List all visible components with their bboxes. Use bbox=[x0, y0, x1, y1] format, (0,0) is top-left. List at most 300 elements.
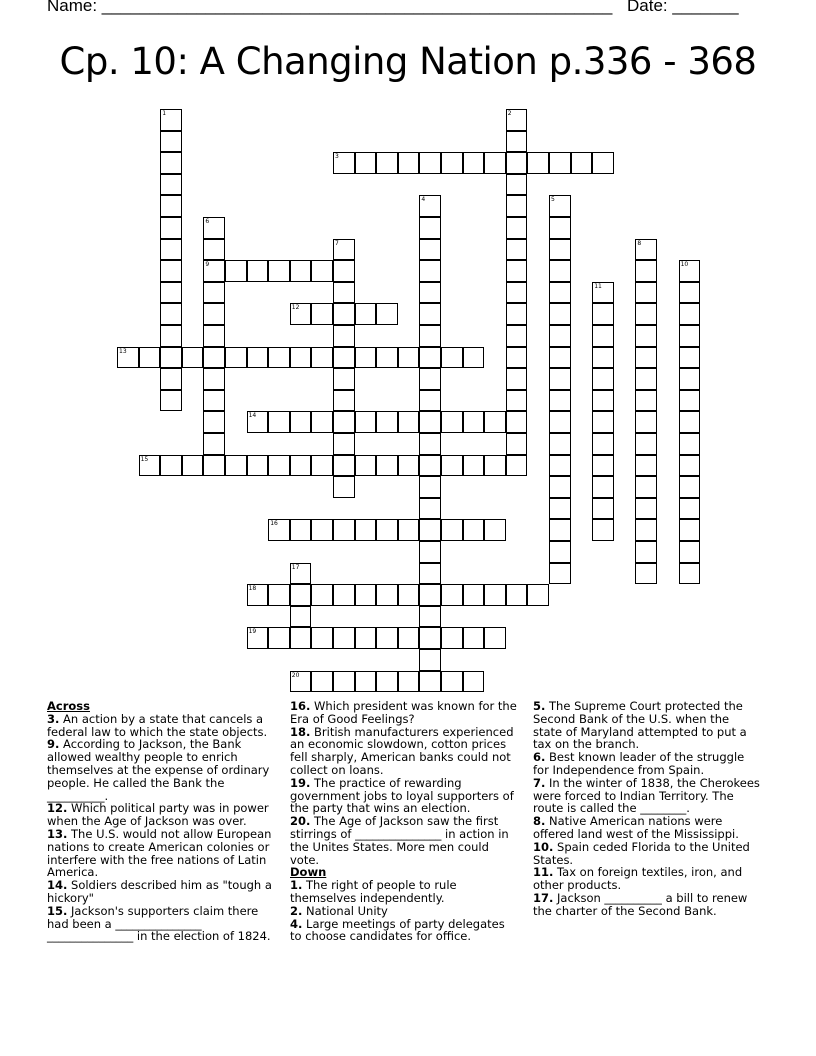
crossword-cell[interactable] bbox=[290, 519, 312, 541]
crossword-cell[interactable] bbox=[311, 260, 333, 282]
crossword-cell[interactable] bbox=[355, 152, 377, 174]
crossword-cell[interactable] bbox=[160, 217, 182, 239]
crossword-cell[interactable] bbox=[333, 152, 355, 174]
crossword-cell[interactable] bbox=[592, 476, 614, 498]
crossword-cell[interactable] bbox=[160, 174, 182, 196]
crossword-cell[interactable] bbox=[506, 411, 528, 433]
crossword-cell[interactable] bbox=[311, 584, 333, 606]
crossword-cell[interactable] bbox=[311, 303, 333, 325]
crossword-cell[interactable] bbox=[268, 260, 290, 282]
crossword-cell[interactable] bbox=[484, 627, 506, 649]
crossword-cell[interactable] bbox=[419, 455, 441, 477]
crossword-cell[interactable] bbox=[419, 476, 441, 498]
crossword-cell[interactable] bbox=[549, 368, 571, 390]
crossword-cell[interactable] bbox=[679, 303, 701, 325]
clue-item-number: 1. bbox=[290, 878, 303, 893]
clue-item bbox=[533, 892, 761, 918]
crossword-cell[interactable] bbox=[506, 282, 528, 304]
crossword-cell[interactable] bbox=[441, 347, 463, 369]
crossword-cell[interactable] bbox=[203, 347, 225, 369]
crossword-cell[interactable] bbox=[484, 519, 506, 541]
crossword-cell[interactable] bbox=[506, 217, 528, 239]
crossword-cell[interactable] bbox=[398, 627, 420, 649]
crossword-cell[interactable] bbox=[679, 282, 701, 304]
crossword-cell[interactable] bbox=[549, 152, 571, 174]
crossword-cell[interactable] bbox=[635, 455, 657, 477]
crossword-cell[interactable] bbox=[679, 563, 701, 585]
crossword-cell[interactable] bbox=[268, 455, 290, 477]
crossword-cell[interactable] bbox=[268, 627, 290, 649]
crossword-cell[interactable] bbox=[333, 325, 355, 347]
crossword-cell[interactable] bbox=[441, 152, 463, 174]
crossword-cell[interactable] bbox=[355, 455, 377, 477]
crossword-cell[interactable] bbox=[419, 563, 441, 585]
crossword-cell[interactable] bbox=[268, 411, 290, 433]
crossword-cell[interactable] bbox=[463, 411, 485, 433]
clue-item-text: The U.S. would not allow European nations to create American colonies or interfere with the free nations of Latin America. bbox=[47, 826, 272, 880]
crossword-cell[interactable] bbox=[549, 347, 571, 369]
date-field-label: Date: _______ bbox=[627, 0, 739, 15]
crossword-cell[interactable] bbox=[549, 563, 571, 585]
crossword-cell[interactable] bbox=[290, 606, 312, 628]
crossword-cell[interactable] bbox=[376, 303, 398, 325]
clue-item-text: Tax on foreign textiles, iron, and other products. bbox=[533, 865, 743, 893]
crossword-cell[interactable] bbox=[311, 519, 333, 541]
crossword-cell[interactable] bbox=[247, 411, 269, 433]
clue-item-text: The Age of Jackson saw the first stirrings of _______________ in action in the Unites States. More men could vote. bbox=[290, 814, 509, 867]
clue-item bbox=[290, 918, 518, 944]
crossword-cell[interactable] bbox=[419, 411, 441, 433]
clue-number: 4 bbox=[421, 196, 426, 204]
crossword-cell[interactable] bbox=[635, 519, 657, 541]
crossword-cell[interactable] bbox=[160, 455, 182, 477]
crossword-cell[interactable] bbox=[441, 671, 463, 693]
clue-item-number: 2. bbox=[290, 903, 303, 918]
crossword-cell[interactable] bbox=[592, 519, 614, 541]
crossword-cell[interactable] bbox=[203, 411, 225, 433]
crossword-cell[interactable] bbox=[592, 433, 614, 455]
clue-item bbox=[290, 700, 518, 726]
crossword-cell[interactable] bbox=[635, 347, 657, 369]
crossword-cell[interactable] bbox=[419, 347, 441, 369]
crossword-cell[interactable] bbox=[333, 671, 355, 693]
crossword-cell[interactable] bbox=[160, 282, 182, 304]
crossword-cell[interactable] bbox=[484, 152, 506, 174]
crossword-cell[interactable] bbox=[506, 390, 528, 412]
crossword-cell[interactable] bbox=[549, 260, 571, 282]
clue-number: 6 bbox=[205, 218, 210, 225]
crossword-cell[interactable] bbox=[635, 260, 657, 282]
crossword-cell[interactable] bbox=[419, 260, 441, 282]
crossword-cell[interactable] bbox=[419, 541, 441, 563]
crossword-cell[interactable] bbox=[635, 390, 657, 412]
crossword-cell[interactable] bbox=[549, 498, 571, 520]
crossword-cell[interactable] bbox=[376, 671, 398, 693]
crossword-cell[interactable] bbox=[398, 411, 420, 433]
clue-number: 17 bbox=[291, 563, 300, 571]
clue-item bbox=[533, 815, 761, 841]
clue-item bbox=[290, 815, 518, 866]
crossword-cell[interactable] bbox=[419, 606, 441, 628]
clue-item-text: The Supreme Court protected the Second Bank of the U.S. when the state of Maryland attempted to put a tax on the branch. bbox=[533, 699, 747, 752]
crossword-cell[interactable] bbox=[333, 584, 355, 606]
crossword-cell[interactable] bbox=[376, 584, 398, 606]
crossword-cell[interactable] bbox=[290, 303, 312, 325]
crossword-cell[interactable] bbox=[679, 390, 701, 412]
clue-column-1 bbox=[47, 700, 273, 943]
crossword-cell[interactable] bbox=[571, 152, 593, 174]
crossword-cell[interactable] bbox=[506, 239, 528, 261]
crossword-cell[interactable] bbox=[506, 195, 528, 217]
crossword-cell[interactable] bbox=[549, 541, 571, 563]
crossword-cell[interactable] bbox=[441, 455, 463, 477]
crossword-cell[interactable] bbox=[333, 627, 355, 649]
crossword-cell[interactable] bbox=[549, 433, 571, 455]
crossword-cell[interactable] bbox=[635, 411, 657, 433]
clue-item-text: The right of people to rule themselves independently. bbox=[290, 878, 457, 905]
clue-number: 9 bbox=[205, 261, 210, 269]
crossword-cell[interactable] bbox=[506, 347, 528, 369]
crossword-cell[interactable] bbox=[376, 347, 398, 369]
crossword-cell[interactable] bbox=[635, 563, 657, 585]
clue-item-text: According to Jackson, the Bank allowed wealthy people to enrich themselves at the expense of ordinary people. He called the Bank the __________. bbox=[47, 737, 270, 803]
clue-item-number: 16. bbox=[290, 699, 311, 713]
crossword-cell[interactable] bbox=[225, 260, 247, 282]
clue-item bbox=[47, 738, 273, 802]
crossword-cell[interactable] bbox=[506, 109, 528, 131]
crossword-cell[interactable] bbox=[506, 152, 528, 174]
crossword-cell[interactable] bbox=[549, 195, 571, 217]
clue-number: 19 bbox=[248, 628, 257, 636]
crossword-cell[interactable] bbox=[419, 152, 441, 174]
crossword-cell[interactable] bbox=[311, 455, 333, 477]
crossword-cell[interactable] bbox=[679, 260, 701, 282]
crossword-cell[interactable] bbox=[203, 433, 225, 455]
crossword-cell[interactable] bbox=[506, 584, 528, 606]
crossword-cell[interactable] bbox=[441, 411, 463, 433]
clue-item-number: 13. bbox=[47, 826, 68, 841]
crossword-cell[interactable] bbox=[333, 519, 355, 541]
crossword-cell[interactable] bbox=[182, 347, 204, 369]
crossword-cell[interactable] bbox=[290, 627, 312, 649]
crossword-cell[interactable] bbox=[419, 282, 441, 304]
clue-item-number: 11. bbox=[533, 865, 554, 880]
crossword-cell[interactable] bbox=[635, 368, 657, 390]
crossword-cell[interactable] bbox=[549, 455, 571, 477]
crossword-cell[interactable] bbox=[679, 519, 701, 541]
crossword-cell[interactable] bbox=[463, 627, 485, 649]
clue-item bbox=[47, 828, 273, 879]
crossword-cell[interactable] bbox=[592, 325, 614, 347]
clue-number: 5 bbox=[551, 196, 555, 204]
clue-item bbox=[290, 726, 518, 777]
crossword-cell[interactable] bbox=[160, 195, 182, 217]
clue-column-3 bbox=[533, 700, 761, 918]
crossword-cell[interactable] bbox=[268, 584, 290, 606]
crossword-cell[interactable] bbox=[463, 519, 485, 541]
crossword-cell[interactable] bbox=[549, 476, 571, 498]
crossword-cell[interactable] bbox=[160, 390, 182, 412]
crossword-cell[interactable] bbox=[592, 152, 614, 174]
clue-item-number: 4. bbox=[290, 916, 303, 931]
clue-item-number: 18. bbox=[290, 724, 311, 739]
crossword-cell[interactable] bbox=[679, 347, 701, 369]
crossword-cell[interactable] bbox=[268, 519, 290, 541]
crossword-cell[interactable] bbox=[463, 347, 485, 369]
crossword-cell[interactable] bbox=[527, 584, 549, 606]
crossword-cell[interactable] bbox=[203, 217, 225, 239]
crossword-cell[interactable] bbox=[592, 347, 614, 369]
crossword-cell[interactable] bbox=[592, 282, 614, 304]
crossword-cell[interactable] bbox=[160, 239, 182, 261]
crossword-cell[interactable] bbox=[679, 541, 701, 563]
crossword-cell[interactable] bbox=[160, 260, 182, 282]
crossword-cell[interactable] bbox=[463, 671, 485, 693]
crossword-cell[interactable] bbox=[549, 239, 571, 261]
crossword-cell[interactable] bbox=[463, 455, 485, 477]
crossword-cell[interactable] bbox=[333, 476, 355, 498]
crossword-cell[interactable] bbox=[160, 325, 182, 347]
crossword-cell[interactable] bbox=[333, 282, 355, 304]
crossword-cell[interactable] bbox=[419, 239, 441, 261]
crossword-cell[interactable] bbox=[506, 174, 528, 196]
crossword-cell[interactable] bbox=[679, 455, 701, 477]
crossword-cell[interactable] bbox=[527, 152, 549, 174]
crossword-cell[interactable] bbox=[419, 519, 441, 541]
clue-item-number: 10. bbox=[533, 839, 554, 854]
crossword-cell[interactable] bbox=[419, 498, 441, 520]
crossword-cell[interactable] bbox=[549, 411, 571, 433]
clue-item-text: An action by a state that cancels a federal law to which the state objects. bbox=[47, 711, 268, 739]
crossword-cell[interactable] bbox=[160, 368, 182, 390]
crossword-cell[interactable] bbox=[225, 455, 247, 477]
crossword-cell[interactable] bbox=[355, 519, 377, 541]
crossword-cell[interactable] bbox=[290, 671, 312, 693]
crossword-cell[interactable] bbox=[355, 411, 377, 433]
crossword-cell[interactable] bbox=[225, 347, 247, 369]
crossword-cell[interactable] bbox=[290, 584, 312, 606]
crossword-cell[interactable] bbox=[506, 325, 528, 347]
crossword-cell[interactable] bbox=[679, 325, 701, 347]
crossword-cell[interactable] bbox=[247, 584, 269, 606]
crossword-cell[interactable] bbox=[117, 347, 139, 369]
crossword-cell[interactable] bbox=[549, 325, 571, 347]
crossword-cell[interactable] bbox=[333, 455, 355, 477]
clue-item-text: National Unity bbox=[306, 903, 388, 918]
crossword-cell[interactable] bbox=[290, 260, 312, 282]
clue-item-number: 12. bbox=[47, 801, 68, 816]
clue-number: 14 bbox=[248, 412, 257, 420]
crossword-cell[interactable] bbox=[441, 519, 463, 541]
crossword-cell[interactable] bbox=[419, 390, 441, 412]
crossword-cell[interactable] bbox=[506, 368, 528, 390]
crossword-cell[interactable] bbox=[139, 455, 161, 477]
crossword-cell[interactable] bbox=[398, 152, 420, 174]
crossword-cell[interactable] bbox=[376, 627, 398, 649]
crossword-cell[interactable] bbox=[679, 433, 701, 455]
clue-item-number: 5. bbox=[533, 699, 546, 713]
crossword-cell[interactable] bbox=[376, 411, 398, 433]
crossword-cell[interactable] bbox=[290, 411, 312, 433]
clue-item bbox=[290, 879, 518, 905]
clue-item-text: The practice of rewarding government jobs to loyal supporters of the party that wins an election. bbox=[290, 775, 514, 816]
crossword-cell[interactable] bbox=[376, 152, 398, 174]
crossword-cell[interactable] bbox=[679, 476, 701, 498]
crossword-cell[interactable] bbox=[635, 476, 657, 498]
crossword-cell[interactable] bbox=[679, 498, 701, 520]
crossword-cell[interactable] bbox=[592, 390, 614, 412]
crossword-cell[interactable] bbox=[549, 303, 571, 325]
crossword-cell[interactable] bbox=[679, 411, 701, 433]
crossword-cell[interactable] bbox=[635, 433, 657, 455]
crossword-cell[interactable] bbox=[592, 303, 614, 325]
crossword-cell[interactable] bbox=[484, 584, 506, 606]
crossword-cell[interactable] bbox=[549, 217, 571, 239]
crossword-cell[interactable] bbox=[376, 455, 398, 477]
crossword-cell[interactable] bbox=[355, 671, 377, 693]
crossword-cell[interactable] bbox=[333, 260, 355, 282]
clue-item-text: Soldiers described him as "tough a hickory" bbox=[47, 878, 272, 905]
clue-heading: Across bbox=[47, 699, 90, 713]
clue-item bbox=[533, 866, 761, 892]
clue-item-number: 17. bbox=[533, 890, 554, 905]
crossword-cell[interactable] bbox=[635, 239, 657, 261]
clue-item bbox=[47, 879, 273, 905]
crossword-cell[interactable] bbox=[203, 390, 225, 412]
crossword-cell[interactable] bbox=[333, 390, 355, 412]
crossword-cell[interactable] bbox=[506, 260, 528, 282]
crossword-cell[interactable] bbox=[441, 627, 463, 649]
crossword-cell[interactable] bbox=[419, 217, 441, 239]
crossword-cell[interactable] bbox=[139, 347, 161, 369]
clue-number: 20 bbox=[291, 671, 300, 679]
crossword-cell[interactable] bbox=[203, 282, 225, 304]
crossword-cell[interactable] bbox=[679, 368, 701, 390]
crossword-cell[interactable] bbox=[441, 584, 463, 606]
clue-item-text: Native American nations were offered land west of the Mississippi. bbox=[533, 814, 739, 841]
crossword-cell[interactable] bbox=[311, 411, 333, 433]
crossword-cell[interactable] bbox=[355, 627, 377, 649]
crossword-cell[interactable] bbox=[247, 347, 269, 369]
crossword-cell[interactable] bbox=[549, 282, 571, 304]
crossword-cell[interactable] bbox=[333, 411, 355, 433]
crossword-cell[interactable] bbox=[463, 152, 485, 174]
crossword-cell[interactable] bbox=[203, 368, 225, 390]
crossword-cell[interactable] bbox=[419, 368, 441, 390]
crossword-cell[interactable] bbox=[160, 303, 182, 325]
crossword-cell[interactable] bbox=[419, 195, 441, 217]
crossword-cell[interactable] bbox=[203, 303, 225, 325]
crossword-cell[interactable] bbox=[268, 347, 290, 369]
crossword-cell[interactable] bbox=[160, 347, 182, 369]
clue-number: 10 bbox=[680, 261, 689, 269]
crossword-cell[interactable] bbox=[419, 627, 441, 649]
crossword-cell[interactable] bbox=[635, 541, 657, 563]
crossword-cell[interactable] bbox=[398, 671, 420, 693]
crossword-cell[interactable] bbox=[355, 584, 377, 606]
crossword-cell[interactable] bbox=[247, 627, 269, 649]
clue-number: 2 bbox=[507, 110, 512, 117]
crossword-cell[interactable] bbox=[311, 347, 333, 369]
crossword-cell[interactable] bbox=[419, 303, 441, 325]
crossword-cell[interactable] bbox=[635, 303, 657, 325]
crossword-cell[interactable] bbox=[635, 498, 657, 520]
crossword-cell[interactable] bbox=[398, 347, 420, 369]
crossword-cell[interactable] bbox=[398, 519, 420, 541]
crossword-cell[interactable] bbox=[160, 152, 182, 174]
crossword-cell[interactable] bbox=[247, 455, 269, 477]
crossword-cell[interactable] bbox=[549, 519, 571, 541]
crossword-cell[interactable] bbox=[549, 390, 571, 412]
crossword-cell[interactable] bbox=[160, 109, 182, 131]
crossword-cell[interactable] bbox=[333, 347, 355, 369]
crossword-cell[interactable] bbox=[311, 627, 333, 649]
crossword-cell[interactable] bbox=[333, 239, 355, 261]
crossword-cell[interactable] bbox=[203, 325, 225, 347]
crossword-cell[interactable] bbox=[203, 239, 225, 261]
clue-number: 1 bbox=[162, 110, 167, 117]
clue-column-2 bbox=[290, 700, 518, 943]
crossword-cell[interactable] bbox=[592, 455, 614, 477]
clue-item-text: Jackson __________ a bill to renew the charter of the Second Bank. bbox=[533, 890, 748, 918]
clue-item bbox=[533, 841, 761, 867]
crossword-cell[interactable] bbox=[506, 303, 528, 325]
crossword-cell[interactable] bbox=[419, 649, 441, 671]
crossword-cell[interactable] bbox=[484, 411, 506, 433]
crossword-cell[interactable] bbox=[290, 455, 312, 477]
crossword-cell[interactable] bbox=[290, 347, 312, 369]
crossword-cell[interactable] bbox=[376, 519, 398, 541]
clue-item bbox=[533, 751, 761, 777]
crossword-cell[interactable] bbox=[635, 282, 657, 304]
crossword-cell[interactable] bbox=[592, 498, 614, 520]
crossword-cell[interactable] bbox=[398, 455, 420, 477]
crossword-cell[interactable] bbox=[592, 411, 614, 433]
crossword-cell[interactable] bbox=[290, 563, 312, 585]
crossword-cell[interactable] bbox=[398, 584, 420, 606]
crossword-cell[interactable] bbox=[592, 368, 614, 390]
crossword-cell[interactable] bbox=[484, 455, 506, 477]
crossword-cell[interactable] bbox=[182, 455, 204, 477]
clue-number: 7 bbox=[335, 239, 339, 247]
crossword-cell[interactable] bbox=[419, 433, 441, 455]
crossword-cell[interactable] bbox=[506, 455, 528, 477]
clue-item-text: Jackson's supporters claim there had been a _______________ _______________ in the election of 1824. bbox=[47, 903, 271, 944]
clue-heading: Down bbox=[290, 865, 327, 880]
crossword-cell[interactable] bbox=[203, 455, 225, 477]
crossword-cell[interactable] bbox=[311, 671, 333, 693]
crossword-cell[interactable] bbox=[419, 671, 441, 693]
crossword-cell[interactable] bbox=[506, 131, 528, 153]
clue-item-text: In the winter of 1838, the Cherokees were forced to Indian Territory. The route is called the ________. bbox=[533, 775, 760, 816]
crossword-cell[interactable] bbox=[247, 260, 269, 282]
crossword-cell[interactable] bbox=[355, 347, 377, 369]
crossword-cell[interactable] bbox=[463, 584, 485, 606]
clue-item-text: Best known leader of the struggle for Independence from Spain. bbox=[533, 750, 745, 777]
crossword-cell[interactable] bbox=[333, 368, 355, 390]
clue-item-text: Spain ceded Florida to the United States. bbox=[533, 839, 750, 867]
crossword-cell[interactable] bbox=[333, 303, 355, 325]
crossword-cell[interactable] bbox=[506, 433, 528, 455]
crossword-cell[interactable] bbox=[419, 325, 441, 347]
crossword-cell[interactable] bbox=[635, 325, 657, 347]
crossword-cell[interactable] bbox=[355, 303, 377, 325]
crossword-cell[interactable] bbox=[203, 260, 225, 282]
crossword-cell[interactable] bbox=[160, 131, 182, 153]
clue-item-number: 15. bbox=[47, 903, 68, 918]
crossword-cell[interactable] bbox=[419, 584, 441, 606]
crossword-cell[interactable] bbox=[333, 433, 355, 455]
